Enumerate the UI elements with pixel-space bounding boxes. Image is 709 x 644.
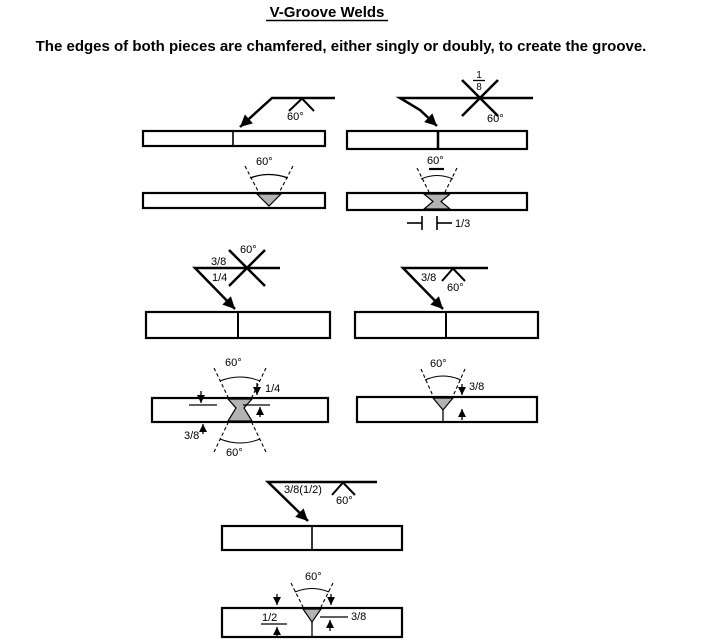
row2-left-joint-plate [146, 312, 330, 338]
angle-top-label: 60° [225, 357, 242, 369]
row4-joint-plate [222, 526, 402, 550]
angle-arc-top [220, 377, 260, 381]
depth-label: 3/8 [421, 272, 437, 284]
depth-right-label: 3/8 [351, 611, 367, 623]
angle-label: 60° [487, 113, 504, 125]
row3-right-cross-section [357, 358, 537, 422]
v-groove-symbol [332, 483, 355, 496]
depth-top-label: 3/8 [211, 256, 227, 268]
groove-leg-left [417, 168, 429, 192]
groove-leg-left [291, 583, 303, 607]
angle-label: 60° [447, 282, 464, 294]
angle-arc [295, 589, 329, 593]
groove-leg-right [280, 166, 293, 191]
groove-leg-left [245, 166, 258, 191]
angle-label: 60° [287, 111, 304, 123]
groove-leg-top-left [214, 368, 228, 397]
row1-right-joint-plate [347, 131, 527, 149]
angle-label: 60° [305, 571, 322, 583]
depth-bottom-label: 1/4 [212, 272, 228, 284]
fraction-denominator: 8 [476, 82, 482, 93]
angle-label: 60° [430, 358, 447, 370]
angle-label: 60° [240, 244, 257, 256]
row1-left-cross-section [143, 156, 325, 208]
depth-right-label: 1/4 [265, 383, 281, 395]
groove-leg-left [421, 369, 433, 396]
row1-right-cross-section [347, 155, 527, 230]
page-subtitle: The edges of both pieces are chamfered, either singly or doubly, to create the groove. [35, 38, 647, 55]
page-title: V-Groove Welds [269, 4, 385, 21]
depth-label: 3/8 [469, 381, 485, 393]
groove-leg-right [445, 168, 457, 192]
row4-weld-symbol [268, 482, 377, 521]
row1-right-weld-symbol [400, 70, 533, 126]
size-label: 3/8(1/2) [284, 484, 322, 496]
leader-arrow [195, 268, 280, 309]
v-groove-symbol [442, 269, 465, 282]
angle-label: 60° [427, 155, 444, 167]
row2-right-weld-symbol [403, 268, 488, 309]
root-opening-dimension [407, 216, 470, 230]
angle-arc-bottom [220, 439, 260, 443]
angle-arc [421, 176, 453, 180]
angle-label: 60° [336, 495, 353, 507]
row1-left-weld-symbol [240, 98, 335, 127]
row3-left-cross-section [152, 357, 328, 459]
groove-leg-bottom-right [252, 423, 266, 452]
root-opening-label: 1/3 [455, 218, 471, 230]
fraction-numerator: 1 [476, 70, 482, 81]
row2-left-weld-symbol [195, 244, 280, 309]
angle-bottom-label: 60° [226, 447, 243, 459]
leader-arrow [403, 268, 488, 309]
row2-right-joint-plate [355, 312, 538, 338]
groove-leg-top-right [252, 368, 266, 397]
v-groove-symbol [289, 99, 314, 112]
depth-left-label: 3/8 [184, 430, 200, 442]
angle-label: 60° [256, 156, 273, 168]
plate [143, 193, 325, 208]
plate [143, 131, 325, 146]
row4-cross-section [222, 571, 402, 637]
groove-leg-right [453, 369, 465, 396]
angle-arc [425, 376, 461, 380]
size-left-label: 1/2 [262, 612, 278, 624]
row1-left-joint-plate [143, 131, 325, 146]
angle-arc [250, 175, 288, 179]
